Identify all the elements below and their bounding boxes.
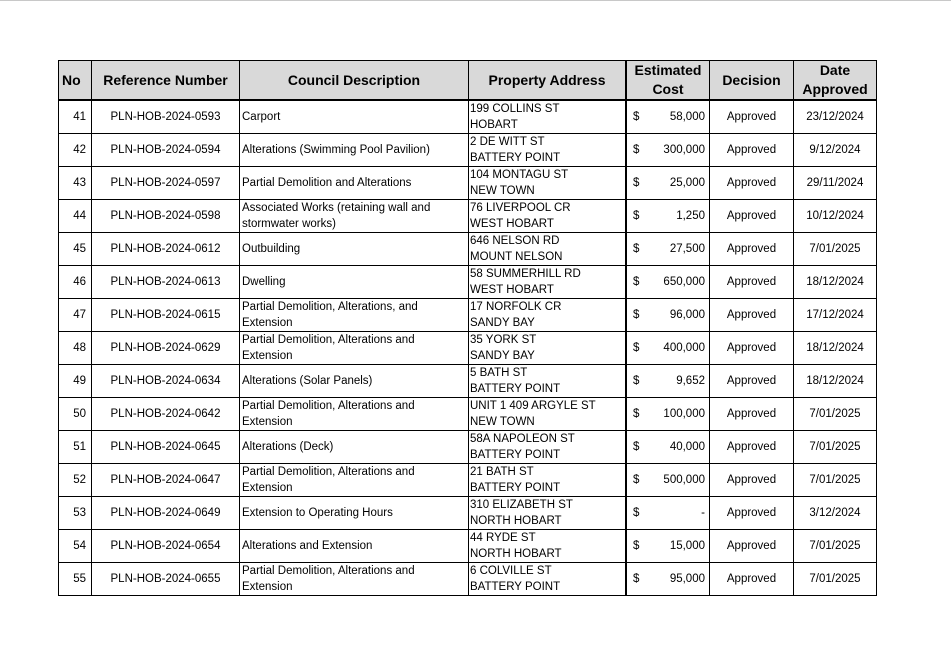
- reference-number: PLN-HOB-2024-0649: [92, 497, 240, 530]
- estimated-cost: [627, 167, 710, 200]
- council-description: Alterations and Extension: [240, 530, 469, 563]
- property-address: [469, 497, 626, 530]
- address-street: 6 COLVILLE ST: [470, 565, 552, 577]
- row-number: 55: [59, 563, 92, 596]
- estimated-cost: [627, 200, 710, 233]
- row-number: 45: [59, 233, 92, 266]
- table-header-row: [59, 61, 877, 101]
- header-no: No: [59, 61, 92, 101]
- table-row: [59, 497, 877, 530]
- table-row: [59, 530, 877, 563]
- address-suburb: BATTERY POINT: [470, 449, 561, 461]
- reference-number: PLN-HOB-2024-0612: [92, 233, 240, 266]
- address-suburb: SANDY BAY: [470, 317, 535, 329]
- property-address: [469, 398, 626, 431]
- table-body: [59, 100, 877, 596]
- address-street: 58A NAPOLEON ST: [470, 433, 575, 445]
- date-approved: 29/11/2024: [794, 167, 877, 200]
- currency-symbol: $: [633, 573, 640, 585]
- estimated-cost: [627, 100, 710, 134]
- council-description: Alterations (Solar Panels): [240, 365, 469, 398]
- address-street: 646 NELSON RD: [470, 235, 560, 247]
- address-street: 21 BATH ST: [470, 466, 534, 478]
- cost-amount: 500,000: [663, 474, 705, 486]
- cost-amount: 96,000: [669, 309, 705, 321]
- council-description: Associated Works (retaining wall and stormwater works): [240, 200, 469, 233]
- reference-number: PLN-HOB-2024-0634: [92, 365, 240, 398]
- approvals-table-container: [58, 60, 877, 596]
- cost-amount: 1,250: [676, 210, 705, 222]
- table-row: [59, 464, 877, 497]
- council-description: Extension to Operating Hours: [240, 497, 469, 530]
- address-suburb: BATTERY POINT: [470, 152, 561, 164]
- address-street: 76 LIVERPOOL CR: [470, 202, 571, 214]
- table-row: [59, 398, 877, 431]
- row-number: 53: [59, 497, 92, 530]
- address-street: 35 YORK ST: [470, 334, 537, 346]
- cost-amount: 650,000: [663, 276, 705, 288]
- address-suburb: NEW TOWN: [470, 416, 535, 428]
- table-row: [59, 200, 877, 233]
- currency-symbol: $: [633, 507, 640, 519]
- property-address: [469, 167, 626, 200]
- address-suburb: SANDY BAY: [470, 350, 535, 362]
- cost-amount: 100,000: [663, 408, 705, 420]
- table-row: [59, 431, 877, 464]
- cost-amount: 400,000: [663, 342, 705, 354]
- estimated-cost: [627, 431, 710, 464]
- council-description: Partial Demolition and Alterations: [240, 167, 469, 200]
- council-description: Partial Demolition, Alterations and Extension: [240, 398, 469, 431]
- reference-number: PLN-HOB-2024-0645: [92, 431, 240, 464]
- row-number: 48: [59, 332, 92, 365]
- property-address: [469, 200, 626, 233]
- property-address: [469, 233, 626, 266]
- page-top-border: [0, 0, 951, 1]
- address-suburb: MOUNT NELSON: [470, 251, 563, 263]
- council-description: Alterations (Deck): [240, 431, 469, 464]
- currency-symbol: $: [633, 342, 640, 354]
- estimated-cost: [627, 134, 710, 167]
- table-row: [59, 365, 877, 398]
- currency-symbol: $: [633, 210, 640, 222]
- decision: Approved: [710, 563, 794, 596]
- estimated-cost: [627, 563, 710, 596]
- cost-amount: 300,000: [663, 144, 705, 156]
- table-row: [59, 332, 877, 365]
- estimated-cost: [627, 233, 710, 266]
- address-suburb: NORTH HOBART: [470, 548, 562, 560]
- date-approved: 9/12/2024: [794, 134, 877, 167]
- row-number: 52: [59, 464, 92, 497]
- address-street: UNIT 1 409 ARGYLE ST: [470, 400, 596, 412]
- decision: Approved: [710, 266, 794, 299]
- row-number: 42: [59, 134, 92, 167]
- header-decision: Decision: [710, 61, 794, 101]
- address-suburb: BATTERY POINT: [470, 581, 561, 593]
- property-address: [469, 464, 626, 497]
- address-suburb: NORTH HOBART: [470, 515, 562, 527]
- decision: Approved: [710, 497, 794, 530]
- cost-amount: 95,000: [669, 573, 705, 585]
- currency-symbol: $: [633, 144, 640, 156]
- address-street: 5 BATH ST: [470, 367, 528, 379]
- decision: Approved: [710, 332, 794, 365]
- council-description: Outbuilding: [240, 233, 469, 266]
- date-approved: 7/01/2025: [794, 464, 877, 497]
- estimated-cost: [627, 497, 710, 530]
- currency-symbol: $: [633, 276, 640, 288]
- reference-number: PLN-HOB-2024-0594: [92, 134, 240, 167]
- estimated-cost: [627, 398, 710, 431]
- reference-number: PLN-HOB-2024-0593: [92, 100, 240, 134]
- address-street: 17 NORFOLK CR: [470, 301, 562, 313]
- currency-symbol: $: [633, 177, 640, 189]
- table-row: [59, 134, 877, 167]
- row-number: 50: [59, 398, 92, 431]
- decision: Approved: [710, 431, 794, 464]
- address-suburb: HOBART: [470, 119, 518, 131]
- address-street: 310 ELIZABETH ST: [470, 499, 573, 511]
- date-approved: 18/12/2024: [794, 365, 877, 398]
- table-row: [59, 233, 877, 266]
- property-address: [469, 431, 626, 464]
- property-address: [469, 332, 626, 365]
- date-approved: 7/01/2025: [794, 398, 877, 431]
- address-street: 2 DE WITT ST: [470, 136, 545, 148]
- reference-number: PLN-HOB-2024-0613: [92, 266, 240, 299]
- cost-amount: 25,000: [669, 177, 705, 189]
- property-address: [469, 266, 626, 299]
- estimated-cost: [627, 530, 710, 563]
- header-council-description: Council Description: [240, 61, 469, 101]
- address-street: 44 RYDE ST: [470, 532, 536, 544]
- reference-number: PLN-HOB-2024-0598: [92, 200, 240, 233]
- address-street: 104 MONTAGU ST: [470, 169, 569, 181]
- decision: Approved: [710, 530, 794, 563]
- date-approved: 10/12/2024: [794, 200, 877, 233]
- reference-number: PLN-HOB-2024-0597: [92, 167, 240, 200]
- property-address: [469, 134, 626, 167]
- decision: Approved: [710, 167, 794, 200]
- table-row: [59, 167, 877, 200]
- decision: Approved: [710, 464, 794, 497]
- decision: Approved: [710, 100, 794, 134]
- row-number: 47: [59, 299, 92, 332]
- currency-symbol: $: [633, 375, 640, 387]
- estimated-cost: [627, 332, 710, 365]
- row-number: 44: [59, 200, 92, 233]
- reference-number: PLN-HOB-2024-0629: [92, 332, 240, 365]
- property-address: [469, 563, 626, 596]
- address-suburb: NEW TOWN: [470, 185, 535, 197]
- estimated-cost: [627, 266, 710, 299]
- council-description: Dwelling: [240, 266, 469, 299]
- property-address: [469, 299, 626, 332]
- table-row: [59, 563, 877, 596]
- decision: Approved: [710, 134, 794, 167]
- currency-symbol: $: [633, 309, 640, 321]
- estimated-cost: [627, 299, 710, 332]
- estimated-cost: [627, 464, 710, 497]
- date-approved: 7/01/2025: [794, 233, 877, 266]
- decision: Approved: [710, 233, 794, 266]
- council-description: Partial Demolition, Alterations and Extension: [240, 464, 469, 497]
- date-approved: 3/12/2024: [794, 497, 877, 530]
- address-suburb: BATTERY POINT: [470, 482, 561, 494]
- header-date-approved: Date Approved: [794, 61, 877, 101]
- decision: Approved: [710, 365, 794, 398]
- date-approved: 18/12/2024: [794, 332, 877, 365]
- date-approved: 18/12/2024: [794, 266, 877, 299]
- reference-number: PLN-HOB-2024-0654: [92, 530, 240, 563]
- row-number: 46: [59, 266, 92, 299]
- cost-amount: 9,652: [676, 375, 705, 387]
- currency-symbol: $: [633, 441, 640, 453]
- row-number: 54: [59, 530, 92, 563]
- address-suburb: WEST HOBART: [470, 284, 554, 296]
- row-number: 41: [59, 100, 92, 134]
- currency-symbol: $: [633, 540, 640, 552]
- currency-symbol: $: [633, 474, 640, 486]
- reference-number: PLN-HOB-2024-0647: [92, 464, 240, 497]
- header-estimated-cost: Estimated Cost: [627, 61, 710, 101]
- council-description: Alterations (Swimming Pool Pavilion): [240, 134, 469, 167]
- address-street: 58 SUMMERHILL RD: [470, 268, 581, 280]
- date-approved: 17/12/2024: [794, 299, 877, 332]
- table-row: [59, 100, 877, 134]
- property-address: [469, 100, 626, 134]
- table-row: [59, 299, 877, 332]
- planning-approvals-table: [58, 60, 877, 596]
- decision: Approved: [710, 200, 794, 233]
- council-description: Carport: [240, 100, 469, 134]
- row-number: 43: [59, 167, 92, 200]
- cost-amount: 58,000: [669, 111, 705, 123]
- header-reference-number: Reference Number: [92, 61, 240, 101]
- cost-amount: 27,500: [669, 243, 705, 255]
- estimated-cost: [627, 365, 710, 398]
- address-street: 199 COLLINS ST: [470, 103, 560, 115]
- council-description: Partial Demolition, Alterations and Extension: [240, 332, 469, 365]
- date-approved: 23/12/2024: [794, 100, 877, 134]
- address-suburb: WEST HOBART: [470, 218, 554, 230]
- cost-amount: 15,000: [669, 540, 705, 552]
- reference-number: PLN-HOB-2024-0615: [92, 299, 240, 332]
- currency-symbol: $: [633, 111, 640, 123]
- council-description: Partial Demolition, Alterations and Extension: [240, 563, 469, 596]
- decision: Approved: [710, 398, 794, 431]
- currency-symbol: $: [633, 243, 640, 255]
- reference-number: PLN-HOB-2024-0655: [92, 563, 240, 596]
- cost-amount: 40,000: [669, 441, 705, 453]
- council-description: Partial Demolition, Alterations, and Extension: [240, 299, 469, 332]
- decision: Approved: [710, 299, 794, 332]
- reference-number: PLN-HOB-2024-0642: [92, 398, 240, 431]
- currency-symbol: $: [633, 408, 640, 420]
- header-property-address: Property Address: [469, 61, 626, 101]
- address-suburb: BATTERY POINT: [470, 383, 561, 395]
- property-address: [469, 530, 626, 563]
- property-address: [469, 365, 626, 398]
- table-row: [59, 266, 877, 299]
- date-approved: 7/01/2025: [794, 563, 877, 596]
- date-approved: 7/01/2025: [794, 530, 877, 563]
- row-number: 51: [59, 431, 92, 464]
- date-approved: 7/01/2025: [794, 431, 877, 464]
- row-number: 49: [59, 365, 92, 398]
- cost-amount: -: [701, 507, 705, 519]
